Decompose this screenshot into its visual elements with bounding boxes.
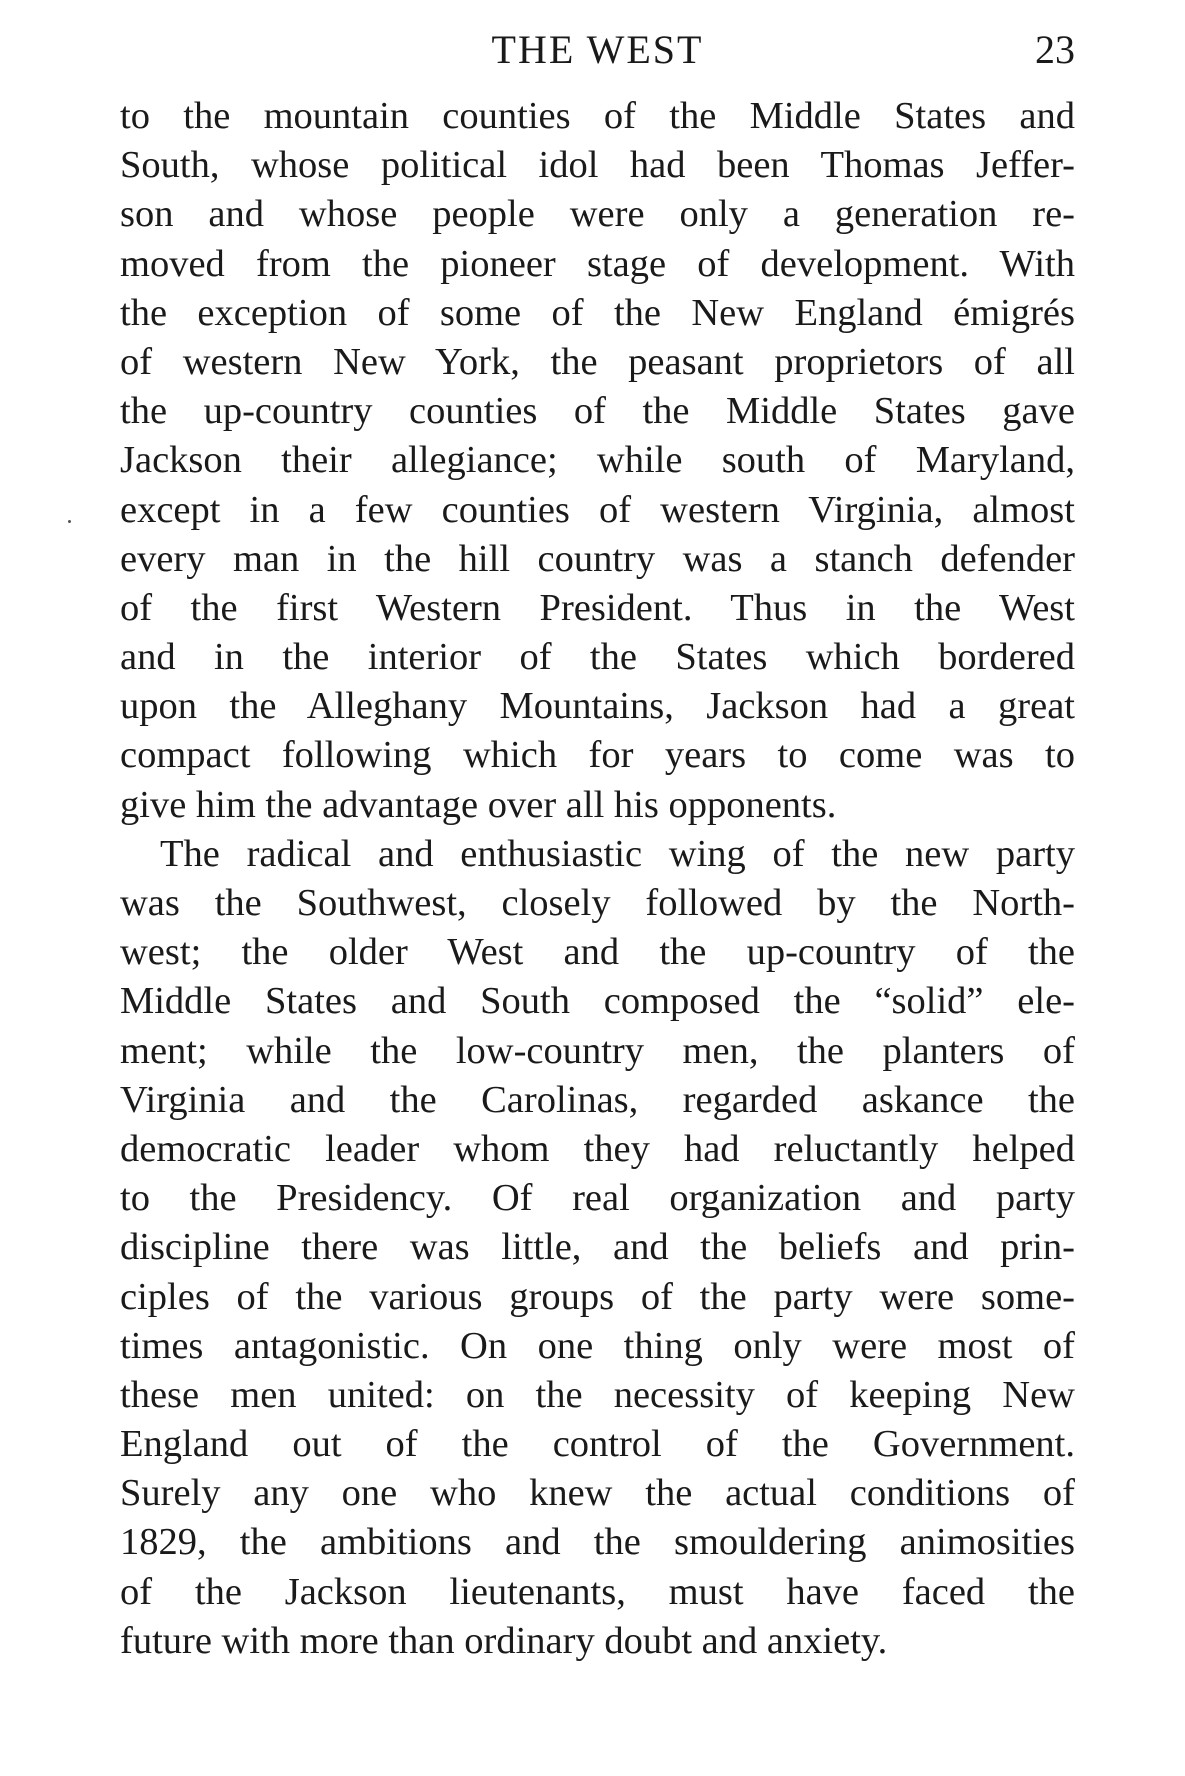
- text-line: South, whose political idol had been Thomas Jeffer-: [120, 144, 1075, 187]
- text-line: Surely any one who knew the actual conditions of: [120, 1472, 1075, 1515]
- text-line: these men united: on the necessity of keeping New: [120, 1373, 1075, 1416]
- text-line: every man in the hill country was a stanch defender: [120, 537, 1075, 580]
- text-line: future with more than ordinary doubt and anxiety.: [120, 1619, 888, 1662]
- print-speck: [68, 520, 71, 523]
- text-line: discipline there was little, and the beliefs and prin-: [120, 1226, 1075, 1269]
- text-line: of the first Western President. Thus in the West: [120, 586, 1075, 629]
- text-line: democratic leader whom they had reluctantly helped: [120, 1127, 1075, 1170]
- text-line: to the mountain counties of the Middle States and: [120, 95, 1075, 137]
- text-line: son and whose people were only a generation re-: [120, 193, 1075, 236]
- body-text: [120, 92, 1075, 1666]
- text-line: Middle States and South composed the “solid” ele-: [120, 980, 1075, 1023]
- text-line: the up-country counties of the Middle States gave: [120, 390, 1075, 433]
- text-line: ciples of the various groups of the party were some-: [120, 1275, 1075, 1318]
- page-header: [120, 22, 1075, 82]
- text-line: except in a few counties of western Virginia, almost: [120, 488, 1075, 531]
- text-line: The radical and enthusiastic wing of the new party: [160, 832, 1075, 875]
- text-line: ment; while the low-country men, the planters of: [120, 1029, 1075, 1072]
- paragraph-2: [120, 830, 1075, 1666]
- text-line: and in the interior of the States which bordered: [120, 636, 1075, 679]
- text-line: compact following which for years to come was to: [120, 734, 1075, 777]
- text-line: to the Presidency. Of real organization and party: [120, 1177, 1075, 1220]
- text-line: the exception of some of the New England émigrés: [120, 291, 1075, 334]
- text-line: upon the Alleghany Mountains, Jackson had a great: [120, 685, 1075, 728]
- text-line: Virginia and the Carolinas, regarded askance the: [120, 1078, 1075, 1121]
- text-line: 1829, the ambitions and the smouldering animosities: [120, 1521, 1075, 1564]
- text-line: of the Jackson lieutenants, must have faced the: [120, 1570, 1075, 1613]
- text-line: was the Southwest, closely followed by the North-: [120, 882, 1075, 924]
- page-number: 23: [1035, 27, 1075, 72]
- running-title: THE WEST: [491, 27, 704, 72]
- text-line: moved from the pioneer stage of development. With: [120, 242, 1075, 285]
- text-line: west; the older West and the up-country of the: [120, 931, 1075, 974]
- text-line: Jackson their allegiance; while south of Maryland,: [120, 439, 1075, 482]
- paragraph-1: [120, 92, 1075, 830]
- text-line: of western New York, the peasant proprietors of all: [120, 340, 1075, 383]
- text-line: give him the advantage over all his opponents.: [120, 783, 837, 826]
- text-line: England out of the control of the Government.: [120, 1423, 1075, 1466]
- text-line: times antagonistic. On one thing only were most of: [120, 1324, 1075, 1367]
